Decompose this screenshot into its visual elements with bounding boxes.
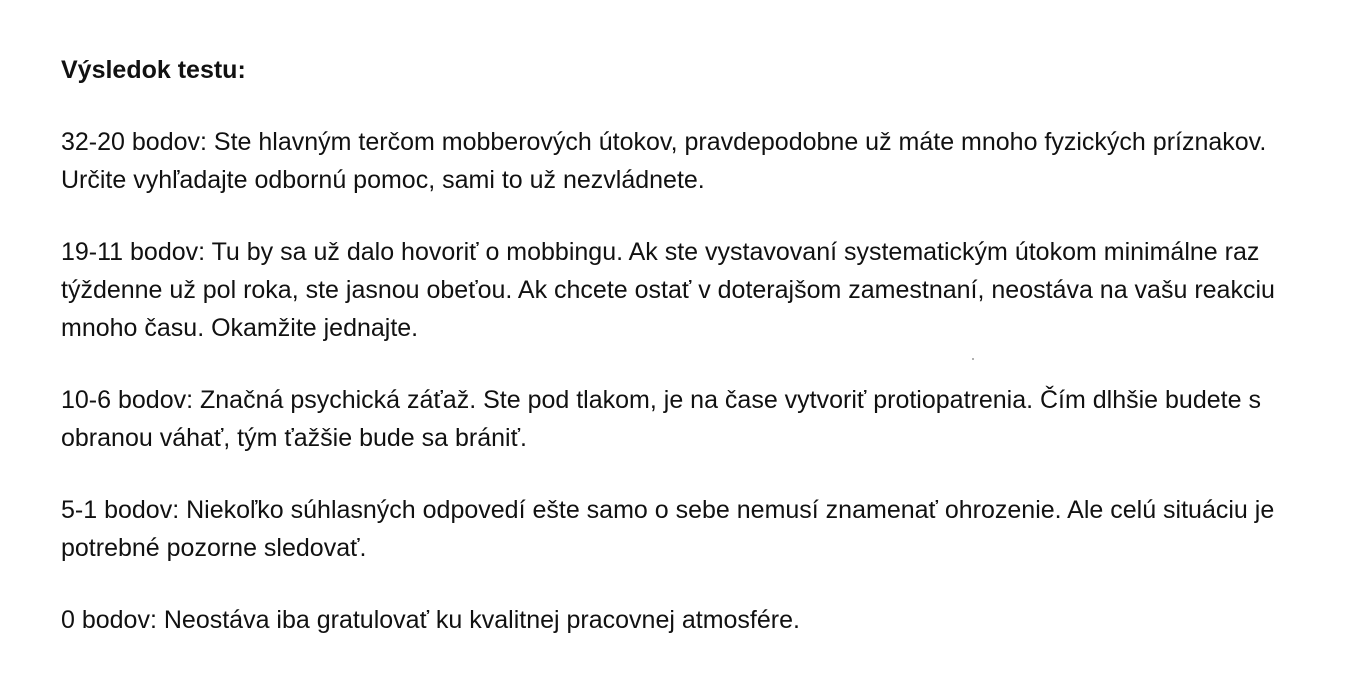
result-paragraph-19-11: 19-11 bodov: Tu by sa už dalo hovoriť o mobbingu. Ak ste vystavovaní systematickým útokom minimálne raz týždenne už pol roka, ste jasnou obeťou. Ak chcete ostať v doterajšom zamestnaní, neostáva na vašu reakciu mnoho času. Okamžite jednajte. — [61, 238, 1275, 342]
page-title: Výsledok testu: — [61, 56, 246, 84]
result-paragraph-5-1: 5-1 bodov: Niekoľko súhlasných odpovedí ešte samo o sebe nemusí znamenať ohrozenie. Ale celú situáciu je potrebné pozorne sledovať. — [61, 496, 1275, 562]
result-paragraph-10-6: 10-6 bodov: Značná psychická záťaž. Ste pod tlakom, je na čase vytvoriť protiopatrenia. Čím dlhšie budete s obranou váhať, tým ťažšie bude sa brániť. — [61, 386, 1261, 452]
result-paragraph-0: 0 bodov: Neostáva iba gratulovať ku kvalitnej pracovnej atmosfére. — [61, 606, 800, 634]
result-paragraph-32-20: 32-20 bodov: Ste hlavným terčom mobberových útokov, pravdepodobne už máte mnoho fyzických príznakov. Určite vyhľadajte odbornú pomoc, sami to už nezvládnete. — [61, 128, 1267, 194]
scan-speck — [972, 358, 974, 360]
document-page — [61, 52, 1311, 639]
